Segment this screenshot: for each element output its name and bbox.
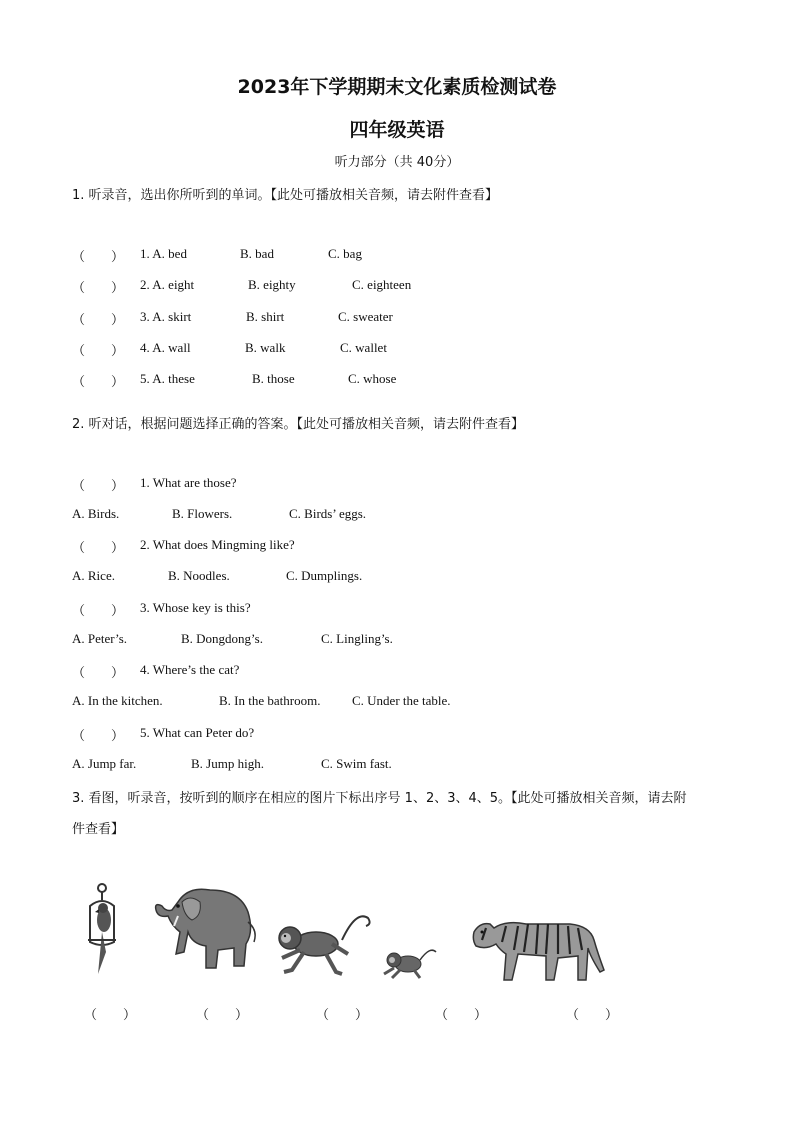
q1-option-a: 4. A. wall xyxy=(140,340,191,355)
q3-prompt-continued: 件查看】 xyxy=(72,822,125,837)
q2-option-a: A. Peter’s. xyxy=(72,631,128,646)
q1-option-c: C. bag xyxy=(328,246,362,261)
q2-option-b: B. In the bathroom. xyxy=(219,693,321,708)
q2-option-c: C. Dumplings. xyxy=(286,568,363,583)
q2-option-c: C. Swim fast. xyxy=(321,756,392,771)
q2-question: 4. Where’s the cat? xyxy=(140,662,240,677)
q2-option-c: C. Birds’ eggs. xyxy=(289,506,367,521)
elephant-icon xyxy=(148,882,260,972)
q1-item xyxy=(72,340,124,359)
answer-blank[interactable]: （ ） xyxy=(72,343,125,358)
monkey-icon xyxy=(270,904,374,980)
q2-option-a: A. Rice. xyxy=(72,568,115,583)
answer-blank[interactable]: （ ） xyxy=(72,478,125,493)
q2-question: 3. Whose key is this? xyxy=(140,600,251,615)
q2-question: 2. What does Mingming like? xyxy=(140,537,295,552)
q1-prompt: 1. 听录音，选出你所听到的单词。【此处可播放相关音频，请去附件查看】 xyxy=(72,188,499,203)
q1-option-a: 2. A. eight xyxy=(140,277,195,292)
q2-option-a: A. In the kitchen. xyxy=(72,693,163,708)
parrot-icon xyxy=(84,882,120,980)
q2-question: 5. What can Peter do? xyxy=(140,725,255,740)
q1-item xyxy=(72,309,124,328)
q1-option-c: C. whose xyxy=(348,371,397,386)
picture-answer-blank[interactable]: （ ） xyxy=(435,1007,488,1022)
q1-option-a: 3. A. skirt xyxy=(140,309,192,324)
q1-option-c: C. wallet xyxy=(340,340,387,355)
q2-option-c: C. Lingling’s. xyxy=(321,631,393,646)
q2-question: 1. What are those? xyxy=(140,475,237,490)
page-subtitle: 四年级英语 xyxy=(349,119,445,141)
q2-option-a: A. Birds. xyxy=(72,506,120,521)
answer-blank[interactable]: （ ） xyxy=(72,280,125,295)
answer-blank[interactable]: （ ） xyxy=(72,540,125,555)
q1-option-b: B. walk xyxy=(245,340,286,355)
picture-answer-blank[interactable]: （ ） xyxy=(566,1007,619,1022)
q2-option-b: B. Flowers. xyxy=(172,506,233,521)
answer-blank[interactable]: （ ） xyxy=(72,665,125,680)
q1-item xyxy=(72,246,124,265)
section-heading: 听力部分（共 40分） xyxy=(334,155,460,170)
q2-option-b: B. Jump high. xyxy=(191,756,264,771)
q2-option-a: A. Jump far. xyxy=(72,756,137,771)
q1-option-b: B. eighty xyxy=(248,277,296,292)
q1-option-b: B. shirt xyxy=(246,309,285,324)
answer-blank[interactable]: （ ） xyxy=(72,312,125,327)
q1-option-a: 5. A. these xyxy=(140,371,195,386)
q1-option-b: B. those xyxy=(252,371,295,386)
q1-option-b: B. bad xyxy=(240,246,274,261)
q2-prompt: 2. 听对话，根据问题选择正确的答案。【此处可播放相关音频，请去附件查看】 xyxy=(72,417,525,432)
answer-blank[interactable]: （ ） xyxy=(72,374,125,389)
q3-prompt: 3. 看图，听录音，按听到的顺序在相应的图片下标出序号 1、2、3、4、5。【此处可播放相关音频，请去附 xyxy=(72,791,687,806)
q1-option-c: C. sweater xyxy=(338,309,393,324)
q2-option-b: B. Dongdong’s. xyxy=(181,631,263,646)
q1-option-c: C. eighteen xyxy=(352,277,412,292)
picture-answer-blank[interactable]: （ ） xyxy=(84,1007,137,1022)
picture-answer-blank[interactable]: （ ） xyxy=(196,1007,249,1022)
small-monkey-icon xyxy=(380,944,438,980)
q1-item xyxy=(72,371,124,390)
tiger-icon xyxy=(466,910,608,986)
answer-blank[interactable]: （ ） xyxy=(72,603,125,618)
answer-blank[interactable]: （ ） xyxy=(72,249,125,264)
q2-option-c: C. Under the table. xyxy=(352,693,451,708)
picture-answer-blank[interactable]: （ ） xyxy=(316,1007,369,1022)
q2-option-b: B. Noodles. xyxy=(168,568,230,583)
q1-item xyxy=(72,277,124,296)
page-title: 2023年下学期期末文化素质检测试卷 xyxy=(237,76,557,98)
answer-blank[interactable]: （ ） xyxy=(72,728,125,743)
q1-option-a: 1. A. bed xyxy=(140,246,187,261)
